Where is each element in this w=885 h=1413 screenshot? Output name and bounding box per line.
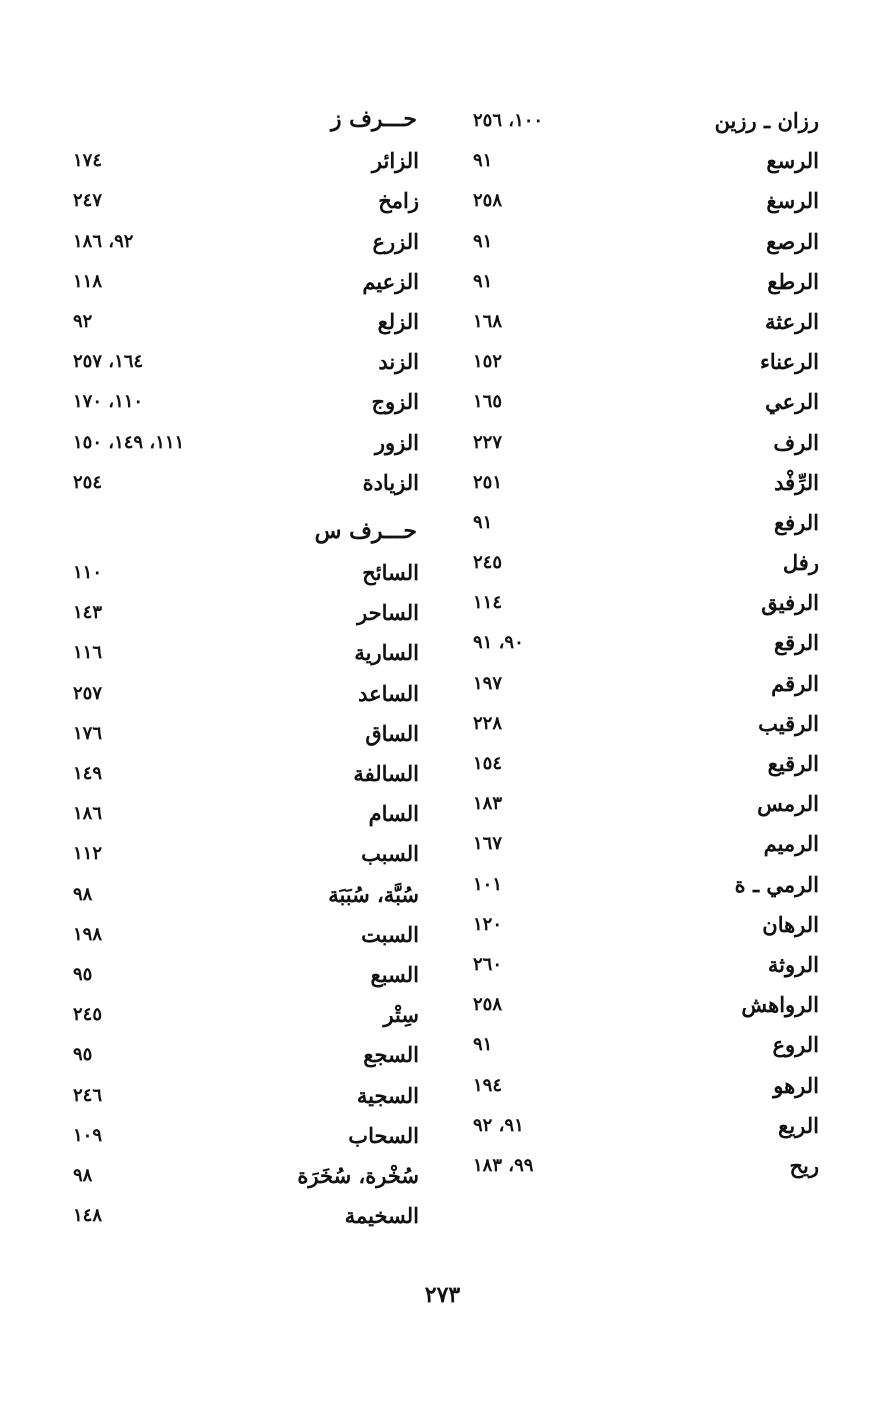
section-heading-zay xyxy=(65,104,425,144)
entry-pages: ١٩٨ xyxy=(73,923,103,945)
entry-pages: ١١٢ xyxy=(73,843,103,865)
index-entry xyxy=(465,1149,825,1189)
right-column xyxy=(465,104,825,1189)
entry-pages: ١٨٦ xyxy=(73,803,103,825)
entry-pages: ٢٥٧ xyxy=(73,682,103,704)
entry-term: ريح xyxy=(789,1152,819,1178)
entry-pages: ١٤٨ xyxy=(73,1205,103,1227)
entry-term: الرقع xyxy=(773,630,819,656)
entry-pages: ١٠١ xyxy=(473,873,503,895)
index-entry xyxy=(65,958,425,998)
index-entry xyxy=(65,466,425,506)
index-entry xyxy=(65,385,425,425)
entry-term: الرميم xyxy=(763,831,819,857)
entry-term: رزان ـ رزين xyxy=(714,108,819,133)
entry-pages: ٢٥١ xyxy=(473,471,503,493)
entry-term: الرهان xyxy=(762,911,819,937)
index-entry xyxy=(465,426,825,466)
entry-pages: ١٦٥ xyxy=(473,391,503,413)
entry-term: رفل xyxy=(782,550,819,576)
entry-term: الساحر xyxy=(357,600,419,626)
index-entry xyxy=(65,426,425,466)
entry-term: الزور xyxy=(374,429,419,455)
entry-term: سِتْر xyxy=(383,1002,419,1028)
index-entry xyxy=(65,184,425,224)
index-entry xyxy=(465,787,825,827)
entry-term: سُبَّة، سُبَبَة xyxy=(328,881,419,907)
entry-pages: ١٠٩ xyxy=(73,1124,103,1146)
page-number: ٢٧٣ xyxy=(424,1282,461,1308)
entry-pages: ٢٢٨ xyxy=(473,712,503,734)
section-spacer xyxy=(65,506,425,516)
index-entry xyxy=(65,837,425,877)
index-entry xyxy=(465,827,825,867)
entry-pages: ١١٦ xyxy=(73,642,103,664)
zay-entries xyxy=(65,144,425,506)
entry-pages: ١٥٤ xyxy=(473,753,503,774)
index-entry xyxy=(465,868,825,908)
index-entry xyxy=(465,948,825,988)
index-entry xyxy=(65,878,425,918)
index-entry xyxy=(465,506,825,546)
entry-pages: ٢٦٠ xyxy=(473,953,503,975)
entry-pages: ١٧٦ xyxy=(73,722,103,744)
index-entry xyxy=(465,747,825,787)
entry-term: الرقيع xyxy=(767,751,819,776)
entry-term: السجية xyxy=(356,1082,419,1108)
entry-pages: ٩١ xyxy=(473,511,493,533)
entry-term: السبت xyxy=(361,921,419,947)
entry-pages: ٩١ xyxy=(473,230,493,252)
entry-pages: ١٩٤ xyxy=(473,1074,503,1096)
index-entry xyxy=(465,265,825,305)
entry-pages: ٩٥ xyxy=(73,1044,93,1066)
entry-term: الرواهش xyxy=(741,992,819,1018)
entry-term: السبع xyxy=(370,961,419,987)
entry-term: الرصع xyxy=(766,228,819,254)
entry-term: الروع xyxy=(772,1032,819,1058)
index-entry xyxy=(465,104,825,144)
index-entry xyxy=(465,707,825,747)
index-entry xyxy=(465,667,825,707)
index-entry xyxy=(465,1109,825,1149)
index-entry xyxy=(465,385,825,425)
index-entry xyxy=(65,265,425,305)
entry-term: الرعناء xyxy=(760,349,819,375)
index-entry xyxy=(65,556,425,596)
entry-pages: ٩٠، ٩١ xyxy=(473,632,524,654)
entry-pages: ١٤٣ xyxy=(73,602,103,624)
index-entry xyxy=(465,586,825,626)
entry-pages: ١٠٠، ٢٥٦ xyxy=(473,110,544,131)
entry-term: زامخ xyxy=(378,188,419,214)
entry-pages: ٩١ xyxy=(473,1034,493,1056)
index-entry xyxy=(465,144,825,184)
entry-pages: ١٦٧ xyxy=(473,833,503,855)
index-entry xyxy=(65,717,425,757)
entry-term: السحاب xyxy=(348,1122,419,1148)
entry-pages: ٢٢٧ xyxy=(473,431,503,453)
entry-term: الرطع xyxy=(767,268,819,294)
entry-term: سُخْرة، سُخَرَة xyxy=(297,1162,419,1188)
entry-term: الريع xyxy=(778,1112,819,1138)
entry-term: الرسغ xyxy=(766,188,819,214)
index-entry xyxy=(65,677,425,717)
entry-pages: ٢٥٤ xyxy=(73,471,103,493)
index-entry xyxy=(65,757,425,797)
entry-pages: ٢٥٨ xyxy=(473,994,503,1016)
index-entry xyxy=(65,225,425,265)
entry-term: الزائر xyxy=(371,148,419,174)
index-entry xyxy=(465,225,825,265)
entry-term: الرهو xyxy=(773,1072,819,1098)
entry-term: الرِّفْد xyxy=(774,469,819,495)
entry-term: الزعيم xyxy=(362,268,419,294)
entry-pages: ٩٨ xyxy=(73,1164,93,1186)
entry-pages: ١١٤ xyxy=(473,592,503,614)
entry-term: الساعد xyxy=(358,680,419,706)
index-entry xyxy=(465,466,825,506)
index-entry xyxy=(465,184,825,224)
entry-term: السائح xyxy=(362,560,419,586)
entry-pages: ١١٠ xyxy=(73,562,103,584)
entry-term: الرفيق xyxy=(761,590,819,616)
entry-pages: ٩١ xyxy=(473,150,493,172)
entry-term: الزوج xyxy=(371,389,419,415)
entry-pages: ٢٤٧ xyxy=(73,190,103,212)
entry-pages: ١١٠، ١٧٠ xyxy=(73,391,144,413)
entry-term: السام xyxy=(368,801,419,827)
entry-term: الزلع xyxy=(377,308,419,334)
index-entry xyxy=(65,144,425,184)
index-entry xyxy=(65,998,425,1038)
entry-term: الرسع xyxy=(766,148,819,174)
index-entry xyxy=(465,908,825,948)
entry-pages: ٩٩، ١٨٣ xyxy=(473,1154,534,1176)
heading-text: حـــرف ز xyxy=(330,106,417,132)
entry-term: الرمس xyxy=(757,791,819,817)
entry-term: الرعثة xyxy=(765,308,819,334)
entry-pages: ٢٥٨ xyxy=(473,190,503,212)
entry-term: السالفة xyxy=(353,761,419,786)
entry-pages: ٩٨ xyxy=(73,883,93,905)
entry-pages: ٩٢، ١٨٦ xyxy=(73,230,134,252)
index-entry xyxy=(465,626,825,666)
sin-entries xyxy=(65,556,425,1239)
section-heading-sin xyxy=(65,516,425,556)
index-entry xyxy=(465,988,825,1028)
entry-term: الرعي xyxy=(765,389,819,415)
entry-pages: ١٩٧ xyxy=(473,672,503,694)
entry-term: الرقيب xyxy=(758,710,819,736)
entry-pages: ٩٥ xyxy=(73,963,93,985)
index-entry xyxy=(65,636,425,676)
entry-term: الرمي ـ ة xyxy=(734,871,819,897)
entry-pages: ١٧٤ xyxy=(73,150,103,172)
index-entry xyxy=(465,305,825,345)
index-entry xyxy=(65,1199,425,1239)
entry-pages: ٩٢ xyxy=(73,310,93,332)
entry-term: الزند xyxy=(378,349,419,375)
entry-pages: ٩١ xyxy=(473,270,493,292)
entry-term: الزيادة xyxy=(362,469,419,495)
index-entry xyxy=(465,345,825,385)
entry-pages: ٢٤٥ xyxy=(473,552,503,574)
entry-pages: ٩١، ٩٢ xyxy=(473,1114,524,1136)
index-entry xyxy=(465,1028,825,1068)
entry-term: الساق xyxy=(365,720,419,746)
entry-term: السجع xyxy=(363,1042,419,1068)
entry-term: الرقم xyxy=(771,670,819,696)
index-entry xyxy=(65,1079,425,1119)
entry-term: الروثة xyxy=(767,951,819,977)
index-entry xyxy=(65,1119,425,1159)
entry-pages: ١٢٠ xyxy=(473,913,503,935)
entry-pages: ٢٤٦ xyxy=(73,1084,103,1106)
index-entry xyxy=(65,797,425,837)
entry-pages: ١٨٣ xyxy=(473,793,503,815)
index-entry xyxy=(65,1159,425,1199)
entry-term: الرفع xyxy=(773,509,819,535)
entry-pages: ١١١، ١٤٩، ١٥٠ xyxy=(73,431,185,453)
heading-text: حـــرف س xyxy=(314,517,417,544)
index-entry xyxy=(65,596,425,636)
left-column xyxy=(65,104,425,1239)
index-entry xyxy=(465,1069,825,1109)
entry-term: الرف xyxy=(773,429,819,455)
index-entry xyxy=(65,1038,425,1078)
entry-term: السخيمة xyxy=(344,1203,419,1229)
index-entry xyxy=(65,345,425,385)
index-entry xyxy=(65,918,425,958)
entry-pages: ١٤٩ xyxy=(73,763,103,784)
index-entry xyxy=(65,305,425,345)
entry-pages: ١٦٨ xyxy=(473,310,503,332)
entry-pages: ١٥٢ xyxy=(473,351,503,373)
entry-pages: ١٦٤، ٢٥٧ xyxy=(73,351,144,373)
entry-pages: ١١٨ xyxy=(73,270,103,292)
index-entry xyxy=(465,546,825,586)
entry-term: السبب xyxy=(361,841,419,867)
entry-pages: ٢٤٥ xyxy=(73,1004,103,1026)
entry-term: السارية xyxy=(354,640,419,666)
entry-term: الزرع xyxy=(372,228,419,254)
